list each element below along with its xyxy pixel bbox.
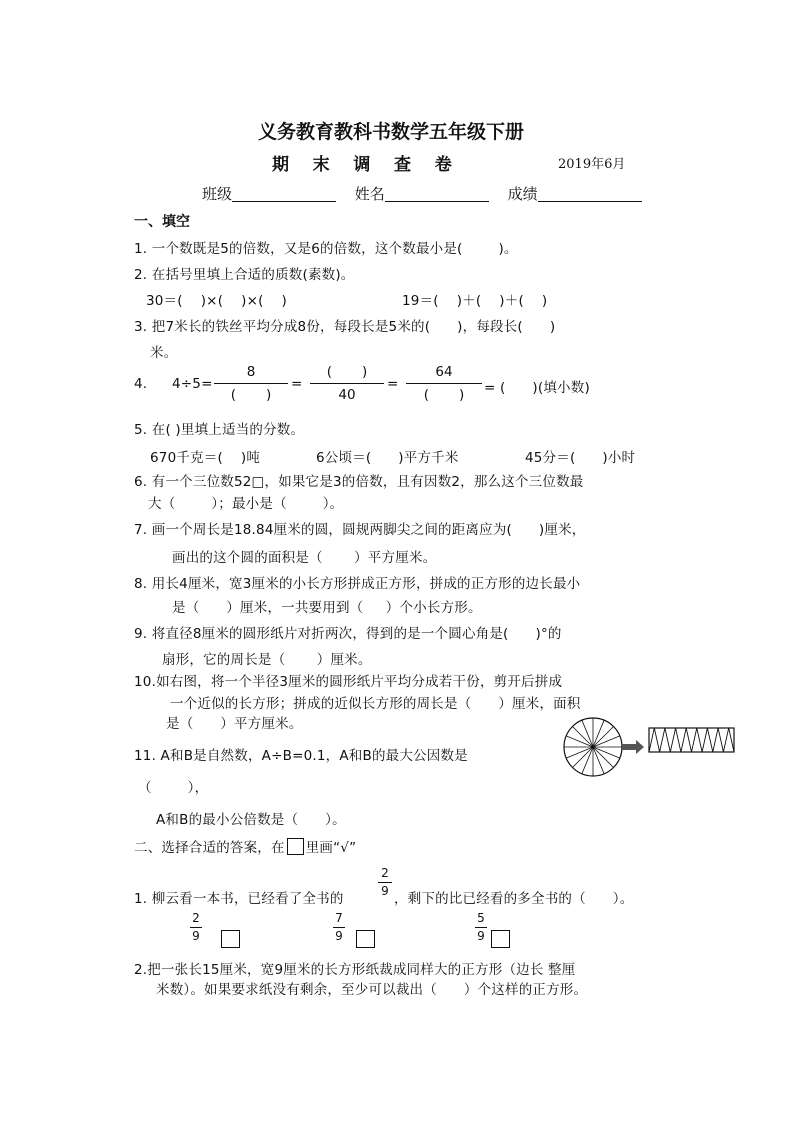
circle-to-rectangle-figure [560,712,740,782]
exam-subtitle: 期 末 调 查 卷 [272,155,452,175]
fraction-1-denominator: ( ) [230,387,272,403]
question-10-cont-2: 是（ ）平方厘米。 [166,716,303,732]
fraction-1-numerator: 8 [246,364,256,380]
option-b-den: 9 [335,929,343,943]
question-6-cont: 大（ ）；最小是（ ）。 [148,496,344,512]
section2-heading-pre: 二、选择合适的答案，在 [134,840,285,856]
question-5-part-b: 6公顷＝( )平方千米 [316,450,459,466]
option-b-num: 7 [335,911,343,925]
question-2: 2. 在括号里填上合适的质数(素数)。 [134,267,355,283]
section2-heading [134,836,356,856]
question-5: 5. 在( )里填上适当的分数。 [134,422,305,438]
option-a-checkbox[interactable] [221,930,240,948]
class-field[interactable] [232,187,336,202]
score-field[interactable] [538,187,642,202]
section2-heading-post: 里画“√” [305,840,357,856]
fraction-1 [214,364,288,403]
question-2-part-b: 19＝( )＋( )＋( ) [402,293,548,309]
question-7-cont: 画出的这个圆的面积是（ ）平方厘米。 [172,550,437,566]
section2-question-1-tail: ，剩下的比已经看的多全书的（ ）。 [394,891,634,907]
name-field[interactable] [385,187,489,202]
score-label: 成绩 [507,185,538,203]
question-9: 9. 将直径8厘米的圆形纸片对折两次，得到的是一个圆心角是( )°的 [134,626,562,642]
section2-q1-fraction [378,867,392,898]
option-a-fraction [190,912,202,943]
section1-heading: 一、填空 [134,214,190,230]
question-4-tail: = ( )(填小数) [484,380,590,396]
divided-circle-icon [564,718,622,776]
exam-title: 义务教育教科书数学五年级下册 [258,121,525,143]
question-8-cont: 是（ ）厘米，一共要用到（ ）个小长方形。 [172,600,482,616]
question-11-cont-2: A和B的最小公倍数是（ ）。 [156,812,346,828]
equals-2: = [387,376,399,392]
question-4-expr: 4÷5= [172,376,213,392]
question-5-part-a: 670千克＝( )吨 [150,450,261,466]
option-c-fraction [475,912,487,943]
question-6: 6. 有一个三位数52□，如果它是3的倍数，且有因数2，那么这个三位数最 [134,474,584,490]
question-2-part-a: 30＝( )×( )×( ) [146,293,287,309]
arrow-icon [622,740,644,754]
name-label: 姓名 [354,185,385,203]
section2-q1-fraction-num: 2 [381,866,389,880]
class-label: 班级 [202,185,233,203]
question-11: 11. A和B是自然数，A÷B=0.1，A和B的最大公因数是 [134,748,468,764]
student-info-row [202,183,642,204]
section2-q1-fraction-den: 9 [381,884,389,898]
section2-question-2: 2.把一张长15厘米，宽9厘米的长方形纸裁成同样大的正方形（边长 整厘 [134,962,576,978]
checkbox-sample-icon [287,838,304,855]
option-c-den: 9 [477,929,485,943]
question-10: 10.如右图，将一个半径3厘米的圆形纸片平均分成若干份，剪开后拼成 [134,674,563,690]
question-5-part-c: 45分＝( )小时 [525,450,636,466]
question-8: 8. 用长4厘米，宽3厘米的小长方形拼成正方形，拼成的正方形的边长最小 [134,576,581,592]
question-1: 1. 一个数既是5的倍数，又是6的倍数，这个数最小是( )。 [134,241,518,257]
section2-question-1: 1. 柳云看一本书，已经看了全书的 [134,891,344,907]
fraction-3 [406,364,482,403]
option-b-fraction [333,912,345,943]
exam-date: 2019年6月 [558,157,626,172]
option-b-checkbox[interactable] [356,930,375,948]
question-3-cont: 米。 [150,345,178,361]
option-a-num: 2 [192,911,200,925]
equals-1: = [291,376,303,392]
question-9-cont: 扇形，它的周长是（ ）厘米。 [162,652,372,668]
question-4-label: 4. [134,376,148,392]
question-10-cont-1: 一个近似的长方形；拼成的近似长方形的周长是（ ）厘米，面积 [170,696,581,712]
question-11-cont-1: （ ）， [138,780,209,796]
fraction-3-denominator: ( ) [423,387,465,403]
fraction-2-denominator: 40 [338,387,356,403]
option-c-num: 5 [477,911,485,925]
question-7: 7. 画一个周长是18.84厘米的圆，圆规两脚尖之间的距离应为( )厘米， [134,522,586,538]
fraction-3-numerator: 64 [435,364,453,380]
fraction-2-numerator: ( ) [326,364,368,380]
question-3: 3. 把7米长的铁丝平均分成8份，每段长是5米的( )，每段长( ) [134,319,556,335]
option-a-den: 9 [192,929,200,943]
fraction-2 [310,364,384,403]
option-c-checkbox[interactable] [491,930,510,948]
section2-question-2-cont: 米数）。如果要求纸没有剩余，至少可以裁出（ ）个这样的正方形。 [156,982,588,998]
approx-rectangle-icon [649,728,734,752]
